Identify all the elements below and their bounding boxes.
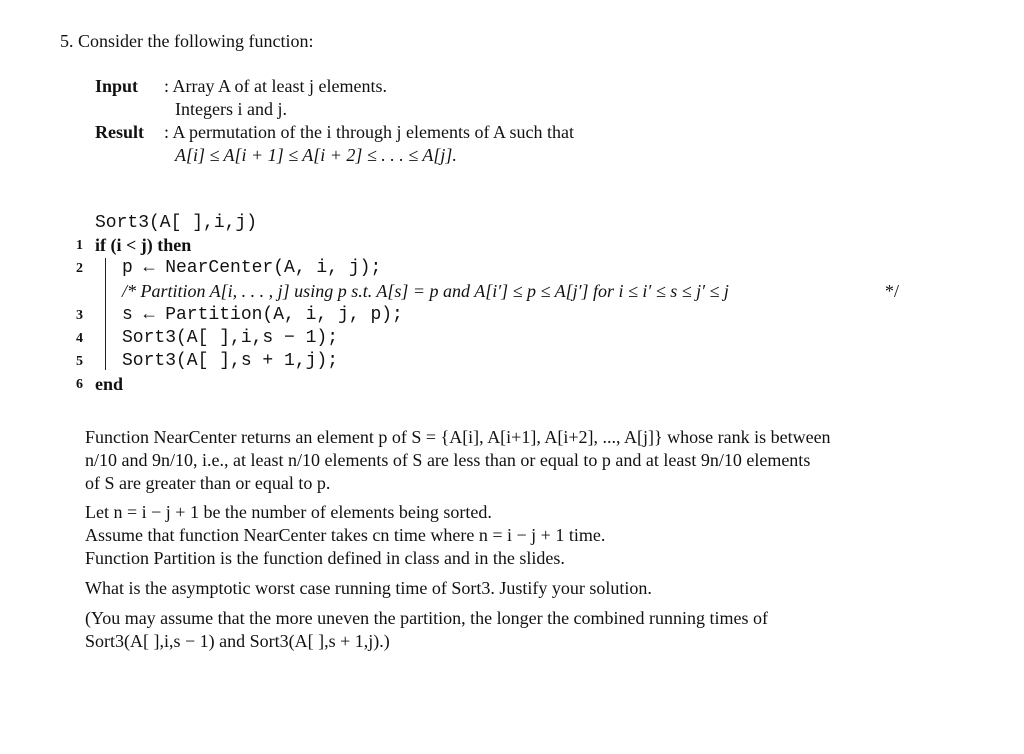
- result-label: Result: [95, 122, 144, 142]
- input-line-2: Integers i and j.: [175, 99, 287, 119]
- algorithm-line-1: if (i < j) then: [95, 235, 192, 255]
- input-line-1: : Array A of at least j elements.: [164, 76, 387, 96]
- hint-line1: (You may assume that the more uneven the partition, the longer the combined running times of: [85, 608, 769, 628]
- result-line-1: : A permutation of the i through j elements of A such that: [164, 122, 574, 142]
- description-p1-line2: n/10 and 9n/10, i.e., at least n/10 elements of S are less than or equal to p and at least 9n/10 elements: [85, 450, 811, 470]
- problem-intro: Consider the following function:: [78, 31, 314, 51]
- line-number-6: 6: [76, 377, 83, 392]
- algorithm-header: Sort3(A[ ],i,j): [95, 213, 258, 233]
- line-number-3: 3: [76, 308, 83, 323]
- problem-heading: [60, 30, 313, 52]
- description-p2-line1: Let n = i − j + 1 be the number of elements being sorted.: [85, 502, 492, 522]
- algorithm-line-2: p ← NearCenter(A, i, j);: [122, 258, 382, 278]
- line-number-1: 1: [76, 238, 83, 253]
- description-p1-line3: of S are greater than or equal to p.: [85, 473, 331, 493]
- algorithm-line-4: Sort3(A[ ],i,s − 1);: [122, 328, 339, 348]
- line-number-5: 5: [76, 354, 83, 369]
- block-bar: [105, 258, 106, 370]
- description-p1-line1: Function NearCenter returns an element p of S = {A[i], A[i+1], A[i+2], ..., A[j]} whose rank is between: [85, 427, 831, 447]
- algorithm-line-5: Sort3(A[ ],s + 1,j);: [122, 351, 339, 371]
- line-number-2: 2: [76, 261, 83, 276]
- hint-line2: Sort3(A[ ],i,s − 1) and Sort3(A[ ],s + 1,j).): [85, 631, 390, 651]
- description-p2-line2: Assume that function NearCenter takes cn time where n = i − j + 1 time.: [85, 525, 606, 545]
- question-text: What is the asymptotic worst case running time of Sort3. Justify your solution.: [85, 578, 652, 598]
- problem-number: 5.: [60, 31, 74, 51]
- result-line-2: A[i] ≤ A[i + 1] ≤ A[i + 2] ≤ . . . ≤ A[j].: [175, 145, 457, 165]
- input-label: Input: [95, 76, 139, 96]
- comment-close: */: [885, 281, 900, 301]
- line-number-4: 4: [76, 331, 83, 346]
- description-p2-line3: Function Partition is the function defined in class and in the slides.: [85, 548, 565, 568]
- algorithm-comment: /* Partition A[i, . . . , j] using p s.t. A[s] = p and A[i′] ≤ p ≤ A[j′] for i ≤ i′ ≤ s ≤ j′ ≤ j: [122, 281, 729, 301]
- algorithm-line-6: end: [95, 374, 124, 394]
- algorithm-line-3: s ← Partition(A, i, j, p);: [122, 305, 403, 325]
